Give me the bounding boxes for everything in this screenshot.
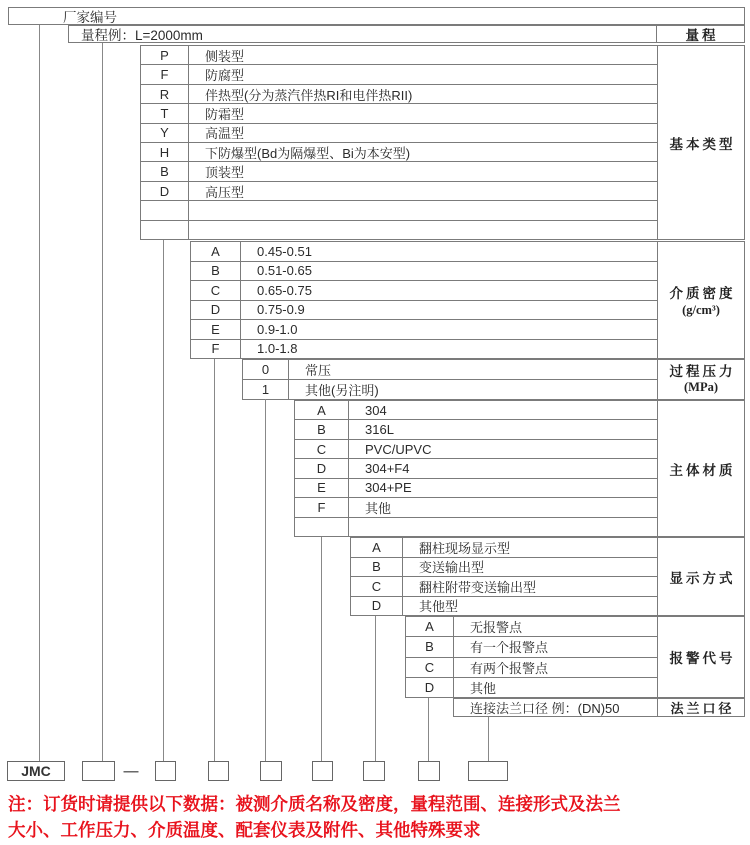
option-desc [189, 201, 657, 219]
table-row [454, 699, 657, 716]
option-code: Y [141, 124, 189, 142]
section-label-text: 显示方式 [669, 570, 736, 586]
option-code: T [141, 104, 189, 122]
connector-line-factory [39, 25, 40, 761]
option-code: R [141, 85, 189, 103]
option-code: D [191, 301, 241, 320]
table-row [351, 577, 657, 597]
table-row [191, 301, 657, 321]
option-desc: 316L [365, 422, 394, 438]
table-row [351, 597, 657, 616]
factory-number-row [8, 7, 745, 25]
table-row [406, 678, 657, 697]
option-desc: 0.9-1.0 [257, 321, 298, 337]
factory-number-label: 厂家编号 [63, 10, 117, 25]
code-box-density [208, 761, 229, 781]
option-desc: 其他(另注明) [305, 383, 379, 398]
option-code [295, 518, 349, 536]
density-section-label [657, 241, 745, 359]
flange-section-label [657, 698, 745, 717]
section-label-text: 报警代号 [669, 651, 736, 666]
option-code: C [191, 281, 241, 300]
option-desc: 其他型 [419, 599, 459, 615]
table-row [351, 538, 657, 558]
table-row [191, 281, 657, 301]
option-desc: 高压型 [205, 184, 245, 200]
option-desc: 304 [365, 402, 387, 418]
section-label-text: 基本类型 [669, 136, 736, 152]
table-row [141, 104, 657, 123]
option-desc: 0.51-0.65 [257, 263, 312, 279]
option-desc: 无报警点 [470, 620, 523, 636]
alarm-table [405, 616, 658, 698]
option-desc: 伴热型(分为蒸汽伴热RI和电伴热RII) [205, 87, 413, 103]
material-table [294, 400, 658, 537]
option-desc: 顶装型 [205, 165, 245, 181]
option-desc: PVC/UPVC [365, 441, 432, 457]
separator-dash: — [123, 762, 139, 780]
table-row [406, 617, 657, 637]
option-desc: 侧装型 [205, 48, 245, 64]
option-code: E [191, 320, 241, 339]
table-row [141, 162, 657, 181]
connector-line-density [214, 359, 215, 761]
option-code: 0 [243, 360, 289, 379]
option-code: A [191, 242, 241, 261]
option-code: B [295, 420, 349, 438]
code-box-range [82, 761, 115, 781]
model-prefix-box: JMC [7, 761, 65, 781]
range-row [68, 25, 745, 43]
code-box-material [312, 761, 333, 781]
material-section-label [657, 400, 745, 537]
pressure-table [242, 359, 658, 400]
table-row [295, 440, 657, 459]
option-desc: 0.45-0.51 [257, 243, 312, 259]
option-desc: 常压 [305, 363, 332, 378]
option-code: B [141, 162, 189, 180]
table-row [141, 182, 657, 201]
option-desc: 其他 [365, 500, 392, 516]
section-label-text: 过程压力 [669, 364, 736, 379]
table-row [191, 242, 657, 262]
section-label-text: 主体材质 [669, 462, 736, 478]
option-code: A [406, 617, 454, 636]
option-code: D [406, 678, 454, 697]
display-section-label [657, 537, 745, 616]
flange-table [453, 698, 658, 717]
basic-type-table [140, 45, 658, 240]
option-desc: 304+F4 [365, 460, 410, 476]
option-code [141, 201, 189, 219]
option-code: D [295, 459, 349, 477]
pressure-section-label [657, 359, 745, 400]
ordering-note-line2: 大小、工作压力、介质温度、配套仪表及附件、其他特殊要求 [8, 820, 481, 840]
flange-desc: 连接法兰口径 例：(DN)50 [470, 701, 620, 716]
table-row [141, 46, 657, 65]
connector-line-range [102, 43, 103, 761]
option-code: A [351, 538, 403, 557]
option-desc: 有两个报警点 [470, 660, 549, 676]
density-table [190, 241, 658, 359]
option-code: C [406, 658, 454, 677]
code-box-basic-type [155, 761, 176, 781]
range-example-text: 量程例：L=2000mm [69, 26, 657, 42]
section-label-text: 介质密度 [669, 286, 736, 301]
section-label-text: 法兰口径 [670, 701, 735, 716]
alarm-section-label [657, 616, 745, 698]
option-code: P [141, 46, 189, 64]
code-box-pressure [260, 761, 282, 781]
option-code: B [351, 558, 403, 577]
option-code: F [141, 65, 189, 83]
option-code: A [295, 401, 349, 419]
connector-line-material [321, 537, 322, 761]
option-code: H [141, 143, 189, 161]
section-label-unit: (MPa) [683, 380, 718, 394]
option-code: 1 [243, 380, 289, 399]
basic-type-section-label [657, 45, 745, 240]
option-desc: 304+PE [365, 480, 412, 496]
option-desc: 1.0-1.8 [257, 341, 298, 357]
table-row [141, 143, 657, 162]
option-code: C [351, 577, 403, 596]
table-row [295, 479, 657, 498]
table-row [191, 262, 657, 282]
option-desc: 翻柱现场显示型 [419, 540, 511, 556]
option-desc: 下防爆型(Bd为隔爆型、Bi为本安型) [205, 145, 411, 161]
option-desc: 有一个报警点 [470, 640, 549, 656]
option-desc: 翻柱附带变送输出型 [419, 579, 537, 595]
option-desc: 防腐型 [205, 68, 245, 84]
table-row [243, 380, 657, 399]
section-label-unit: (g/cm³) [682, 303, 720, 317]
table-row [243, 360, 657, 380]
option-desc: 防霜型 [205, 106, 245, 122]
option-desc [349, 518, 657, 536]
connector-line-pressure [265, 399, 266, 761]
option-desc: 高温型 [205, 126, 245, 142]
connector-line-flange [488, 717, 489, 761]
ordering-note [8, 791, 748, 843]
connector-line-display [375, 616, 376, 761]
option-code: F [295, 498, 349, 516]
table-row [406, 637, 657, 657]
option-code: B [191, 262, 241, 281]
connector-line-alarm [428, 698, 429, 761]
option-code: C [295, 440, 349, 458]
range-section-label: 量程 [685, 28, 719, 43]
option-code [141, 221, 189, 239]
ordering-note-line1: 注：订货时请提供以下数据：被测介质名称及密度，量程范围、连接形式及法兰 [8, 794, 621, 814]
table-row [191, 320, 657, 340]
code-box-display [363, 761, 385, 781]
option-code: D [141, 182, 189, 200]
table-row [141, 201, 657, 220]
table-row [141, 221, 657, 239]
code-box-flange [468, 761, 508, 781]
table-row [141, 124, 657, 143]
table-row [295, 401, 657, 420]
table-row [141, 85, 657, 104]
option-desc: 0.75-0.9 [257, 302, 305, 318]
option-code: F [191, 340, 241, 359]
code-box-alarm [418, 761, 440, 781]
option-desc: 其他 [470, 680, 497, 696]
table-row [191, 340, 657, 359]
connector-line-basic [163, 240, 164, 761]
option-desc: 变送输出型 [419, 560, 485, 576]
table-row [295, 518, 657, 536]
table-row [295, 420, 657, 439]
option-code: B [406, 637, 454, 656]
table-row [295, 459, 657, 478]
option-code: D [351, 597, 403, 616]
option-desc [189, 221, 657, 239]
table-row [351, 558, 657, 578]
option-code: E [295, 479, 349, 497]
option-desc: 0.65-0.75 [257, 282, 312, 298]
display-table [350, 537, 658, 616]
table-row [141, 65, 657, 84]
table-row [295, 498, 657, 517]
table-row [406, 658, 657, 678]
